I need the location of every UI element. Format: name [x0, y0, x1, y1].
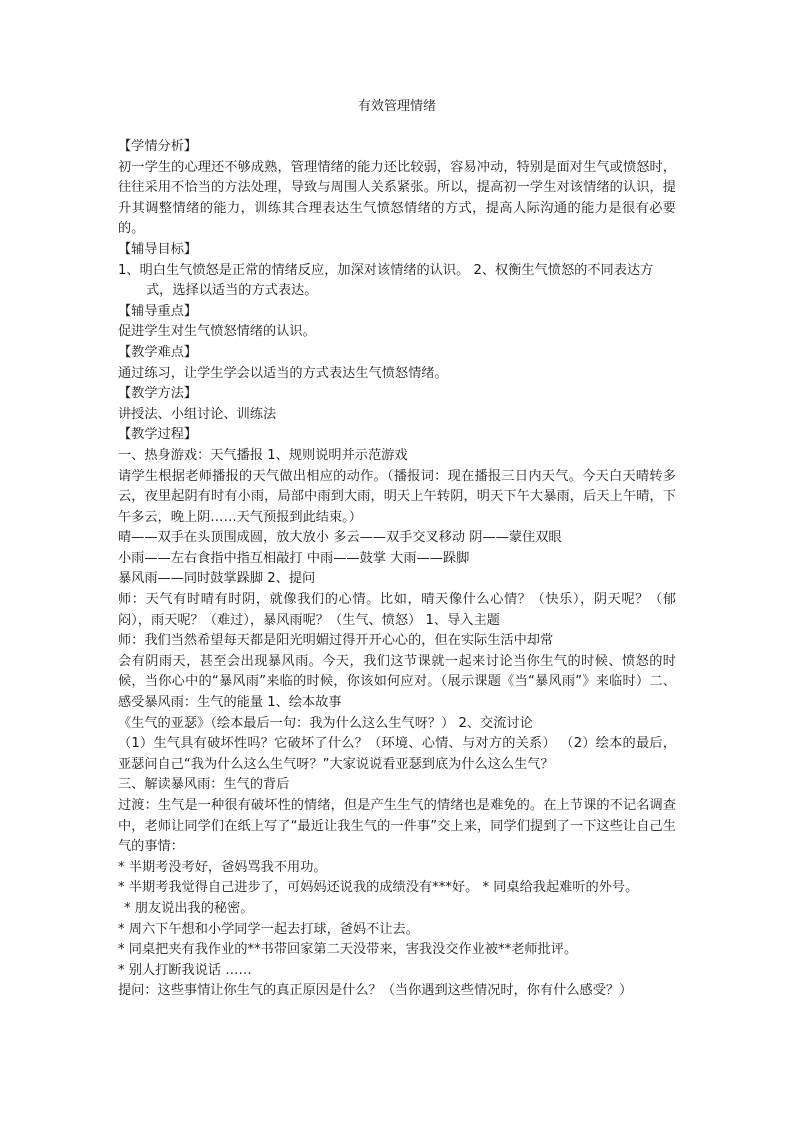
paragraph: 过渡：生气是一种很有破坏性的情绪，但是产生生气的情绪也是难免的。在上节课的不记名调查中，老师让同学们在纸上写了“最近让我生气的一件事”交上来，同学们提到了一下这些让自己生气的事情：	[118, 798, 676, 855]
paragraph: * 半期考我觉得自己进步了，可妈妈还说我的成绩没有***好。 * 同桌给我起难听的外号。	[118, 880, 639, 896]
section-heading: 【辅导重点】	[118, 303, 198, 319]
section-heading: 【教学难点】	[118, 344, 198, 360]
paragraph: 三、解读暴风雨：生气的背后	[118, 777, 290, 793]
paragraph: * 半期考没考好，爸妈骂我不用功。	[118, 859, 327, 875]
paragraph: * 朋友说出我的秘密。	[124, 900, 254, 916]
paragraph: * 同桌把夹有我作业的**书带回家第二天没带来，害我没交作业被**老师批评。	[118, 942, 578, 958]
paragraph: 初一学生的心理还不够成熟，管理情绪的能力还比较弱，容易冲动，特别是面对生气或愤怒时，往往采用不恰当的方法处理，导致与周围人关系紧张。所以，提高初一学生对该情绪的认识，提升其调整情绪的能力，训练其合理表达生气愤怒情绪的方式，提高人际沟通的能力是很有必要的。	[118, 159, 676, 237]
paragraph: （1）生气具有破坏性吗？它破坏了什么？（环境、心情、与对方的关系） （2）绘本的最后，亚瑟问自己“我为什么这么生气呀？”大家说说看亚瑟到底为什么这么生气？	[118, 736, 676, 772]
paragraph: 暴风雨——同时鼓掌跺脚 2、提问	[118, 571, 316, 587]
paragraph: 小雨——左右食指中指互相敲打 中雨——鼓掌 大雨——跺脚	[118, 550, 470, 566]
document-title: 有效管理情绪	[357, 99, 436, 114]
paragraph: * 别人打断我说话 ……	[118, 962, 252, 978]
paragraph: 请学生根据老师播报的天气做出相应的动作。（播报词：现在播报三日内天气。今天白天晴转多云，夜里起阴有时有小雨，局部中雨到大雨，明天上午转阴，明天下午大暴雨，后天上午晴，下午多云，晚上阴……天气预报到此结束。）	[118, 468, 676, 525]
paragraph: 会有阴雨天，甚至会出现暴风雨。今天，我们这节课就一起来讨论当你生气的时候、愤怒的时候，当你心中的“暴风雨”来临的时候，你该如何应对。（展示课题《当“暴风雨”》来临时）二、感受暴风雨：生气的能量 1、绘本故事	[118, 653, 676, 711]
section-heading: 【教学方法】	[118, 386, 198, 402]
paragraph: 讲授法、小组讨论、训练法	[118, 406, 277, 422]
paragraph: 1、明白生气愤怒是正常的情绪反应，加深对该情绪的认识。 2、权衡生气愤怒的不同表达方式，选择以适当的方式表达。	[118, 262, 654, 299]
paragraph: * 周六下午想和小学同学一起去打球，爸妈不让去。	[118, 921, 419, 937]
section-heading: 【学情分析】	[118, 139, 198, 154]
paragraph: 通过练习，让学生学会以适当的方式表达生气愤怒情绪。	[118, 365, 448, 381]
paragraph: 促进学生对生气愤怒情绪的认识。	[118, 324, 316, 340]
document-body	[118, 137, 676, 1002]
paragraph: 《生气的亚瑟》（绘本最后一句：我为什么这么生气呀？） 2、交流讨论	[118, 715, 533, 731]
paragraph: 师：天气有时晴有时阴，就像我们的心情。比如，晴天像什么心情？（快乐），阴天呢？（郁闷），雨天呢？（难过），暴风雨呢？（生气、愤怒） 1、导入主题	[118, 592, 676, 628]
section-heading: 【教学过程】	[118, 427, 198, 443]
paragraph: 提问：这些事情让你生气的真正原因是什么？（当你遇到这些情况时，你有什么感受？）	[118, 983, 633, 999]
paragraph: 晴——双手在头顶围成圆，放大放小 多云——双手交叉移动 阴——蒙住双眼	[118, 530, 562, 546]
paragraph: 一、热身游戏：天气播报 1、规则说明并示范游戏	[118, 447, 408, 463]
paragraph: 师：我们当然希望每天都是阳光明媚过得开开心心的，但在实际生活中却常	[118, 633, 554, 649]
section-heading: 【辅导目标】	[118, 241, 198, 257]
